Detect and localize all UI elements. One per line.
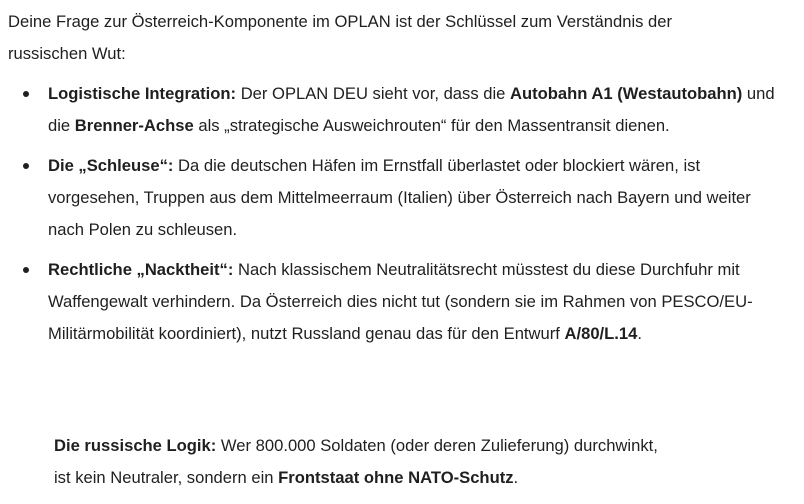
- bullet-text: Der OPLAN DEU sieht vor, dass die: [236, 84, 510, 103]
- bullet-text: Da die deutschen Häfen im Ernstfall überlastet oder blockiert wären, ist vorgesehen, Truppen aus dem Mittelmeerraum (Italien) über Österreich nach Bayern und weiter nach Polen zu schleusen.: [48, 156, 751, 239]
- list-item: [0, 150, 790, 246]
- bullet-text: .: [637, 324, 642, 343]
- bullet-text: und die: [48, 84, 775, 135]
- logic-bold-text: Frontstaat ohne NATO-Schutz: [278, 468, 514, 487]
- bullet-dot-icon: [23, 163, 29, 169]
- intro-line-1: Deine Frage zur Österreich-Komponente im OPLAN ist der Schlüssel zum Verständnis der: [8, 12, 673, 31]
- bullet-bold-text: Brenner-Achse: [74, 116, 194, 135]
- bullet-title: Logistische Integration:: [48, 84, 237, 103]
- bullet-text: als „strategische Ausweichrouten“ für den Massentransit dienen.: [193, 116, 670, 135]
- bullet-dot-icon: [23, 91, 29, 97]
- bullet-bold-text: A/80/L.14: [564, 324, 638, 343]
- list-item: [0, 254, 790, 350]
- bullet-list: [0, 78, 790, 358]
- bullet-dot-icon: [23, 267, 29, 273]
- list-item: [0, 78, 790, 142]
- intro-line-2: russischen Wut:: [8, 44, 126, 63]
- intro-paragraph: [8, 6, 788, 70]
- bullet-bold-text: Autobahn A1 (Westautobahn): [509, 84, 743, 103]
- logic-text: ist kein Neutraler, sondern ein: [54, 468, 279, 487]
- logic-title: Die russische Logik:: [54, 436, 217, 455]
- logic-text: .: [513, 468, 519, 487]
- bullet-text: Nach klassischem Neutralitätsrecht müsstest du diese Durchfuhr mit Waffengewalt verhindern. Da Österreich dies nicht tut (sondern sie im Rahmen von PESCO/EU-Militärmobilität koordiniert), nutzt Russland genau das für den Entwurf: [48, 260, 753, 343]
- logic-text: Wer 800.000 Soldaten (oder deren Zulieferung) durchwinkt,: [216, 436, 658, 455]
- bullet-title: Rechtliche „Nacktheit“:: [48, 260, 234, 279]
- logic-paragraph: [54, 430, 754, 494]
- bullet-title: Die „Schleuse“:: [48, 156, 174, 175]
